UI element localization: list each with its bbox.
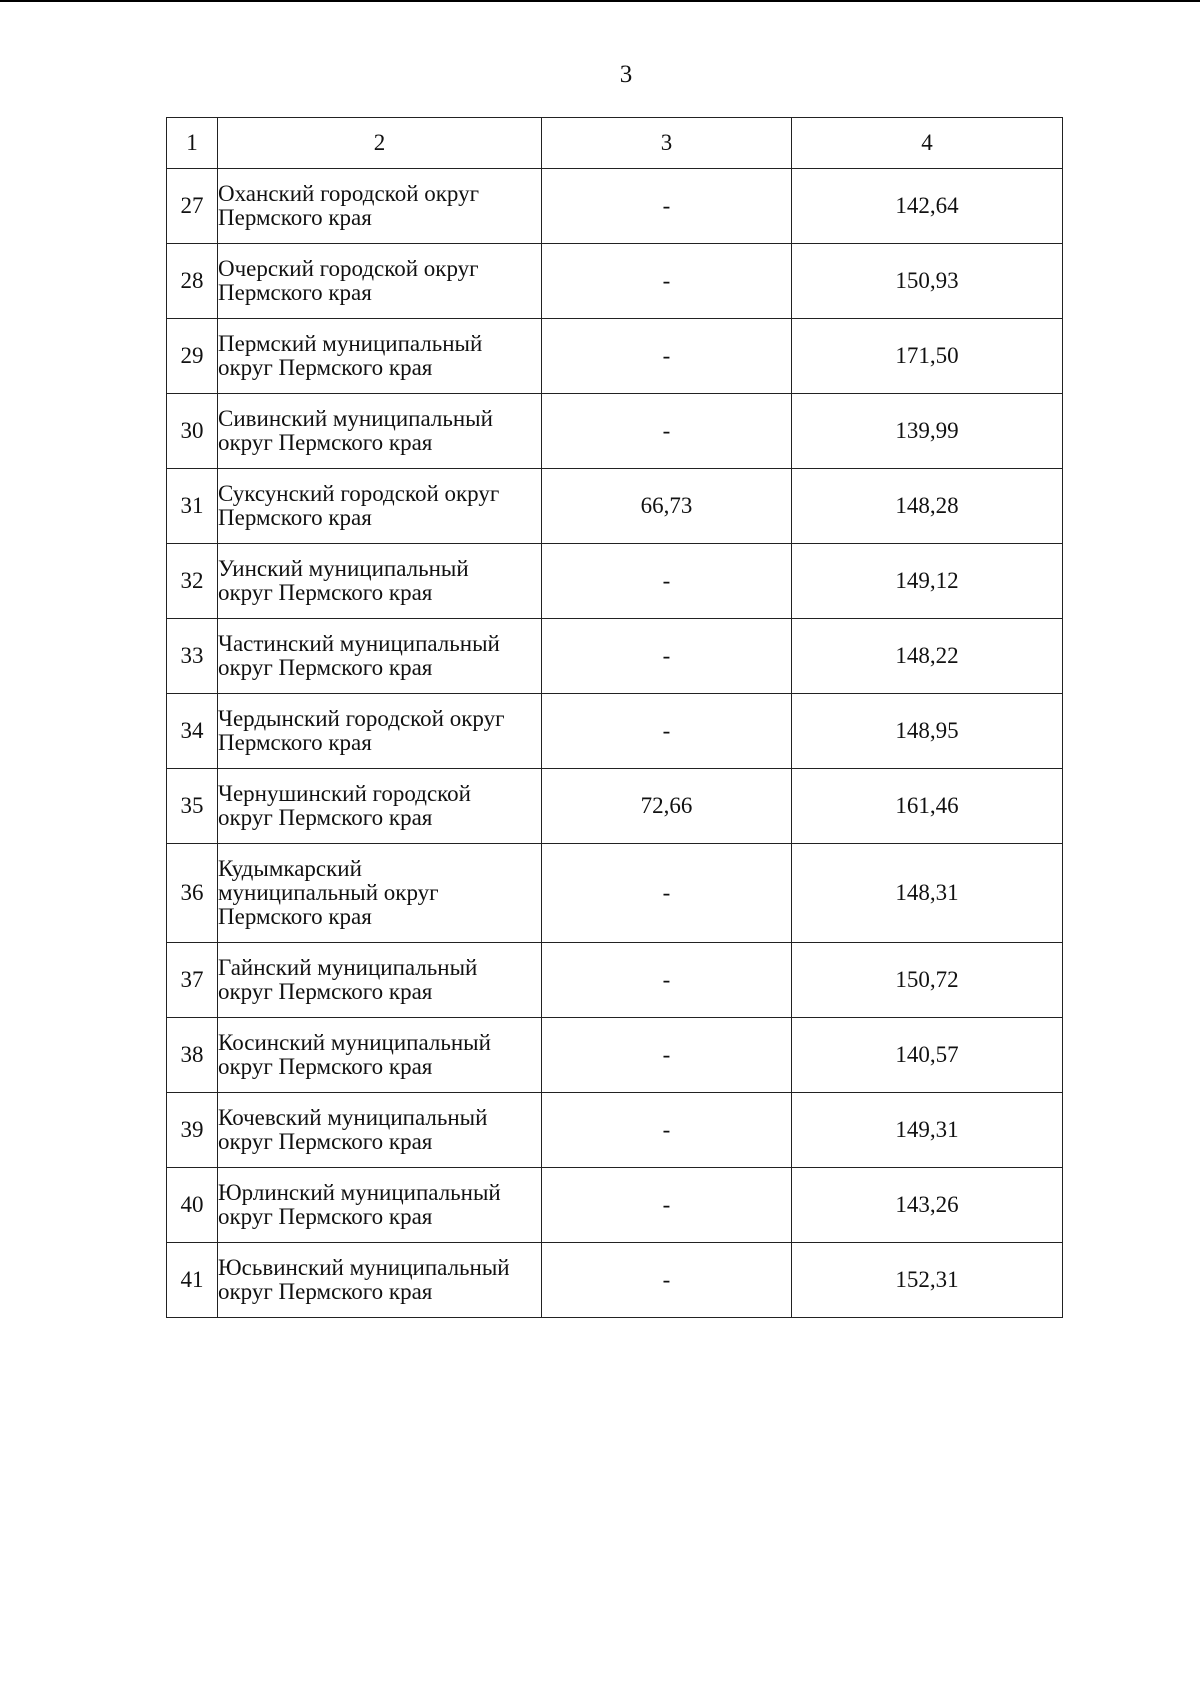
- municipality-name-line: Очерский городской округ: [218, 256, 479, 281]
- municipality-name-line: Пермского края: [218, 205, 372, 230]
- value-col4: 171,50: [792, 319, 1063, 394]
- row-number: 29: [167, 319, 218, 394]
- value-col4: 150,72: [792, 943, 1063, 1018]
- value-col4: 152,31: [792, 1243, 1063, 1318]
- municipality-name: [218, 943, 542, 1018]
- municipality-name-line: округ Пермского края: [218, 1204, 433, 1229]
- value-col4: 148,22: [792, 619, 1063, 694]
- table-row: [167, 169, 1063, 244]
- municipality-name: [218, 1243, 542, 1318]
- table-row: [167, 844, 1063, 943]
- value-col3: -: [542, 169, 792, 244]
- row-number: 39: [167, 1093, 218, 1168]
- table-row: [167, 394, 1063, 469]
- row-number: 41: [167, 1243, 218, 1318]
- municipality-name-line: Гайнский муниципальный: [218, 955, 478, 980]
- page-number: 3: [619, 61, 633, 88]
- municipality-name-line: Чернушинский городской: [218, 781, 471, 806]
- row-number: 28: [167, 244, 218, 319]
- table-row: [167, 943, 1063, 1018]
- value-col3: -: [542, 694, 792, 769]
- table-row: [167, 769, 1063, 844]
- municipality-name-line: округ Пермского края: [218, 430, 433, 455]
- municipality-name: [218, 694, 542, 769]
- row-number: 33: [167, 619, 218, 694]
- municipality-name: [218, 619, 542, 694]
- municipality-name: [218, 1168, 542, 1243]
- scan-edge: [0, 0, 1200, 2]
- table-row: [167, 544, 1063, 619]
- municipality-name-line: Пермского края: [218, 280, 372, 305]
- municipality-name-line: Косинский муниципальный: [218, 1030, 491, 1055]
- value-col3: -: [542, 244, 792, 319]
- municipality-name-line: Чердынский городской округ: [218, 706, 505, 731]
- municipality-name-line: округ Пермского края: [218, 805, 433, 830]
- value-col3: -: [542, 319, 792, 394]
- table-row: [167, 694, 1063, 769]
- municipality-name-line: Пермского края: [218, 904, 372, 929]
- value-col4: 148,31: [792, 844, 1063, 943]
- column-header-3: 3: [542, 118, 792, 169]
- value-col4: 149,31: [792, 1093, 1063, 1168]
- municipality-name-line: Кочевский муниципальный: [218, 1105, 488, 1130]
- value-col4: 139,99: [792, 394, 1063, 469]
- row-number: 27: [167, 169, 218, 244]
- municipality-name-line: Юрлинский муниципальный: [218, 1180, 501, 1205]
- value-col4: 148,95: [792, 694, 1063, 769]
- table-row: [167, 1018, 1063, 1093]
- table-row: [167, 1243, 1063, 1318]
- municipality-name: [218, 769, 542, 844]
- municipality-name-line: округ Пермского края: [218, 655, 433, 680]
- table-row: [167, 244, 1063, 319]
- municipality-name-line: округ Пермского края: [218, 1279, 433, 1304]
- row-number: 36: [167, 844, 218, 943]
- data-table: [166, 117, 1063, 1318]
- row-number: 35: [167, 769, 218, 844]
- municipality-name-line: округ Пермского края: [218, 355, 433, 380]
- municipality-name-line: Юсьвинский муниципальный: [218, 1255, 510, 1280]
- value-col3: -: [542, 1093, 792, 1168]
- value-col3: 66,73: [542, 469, 792, 544]
- row-number: 30: [167, 394, 218, 469]
- municipality-name-line: муниципальный округ: [218, 880, 439, 905]
- municipality-name: [218, 1093, 542, 1168]
- value-col3: -: [542, 544, 792, 619]
- municipality-name-line: Частинский муниципальный: [218, 631, 500, 656]
- value-col3: -: [542, 394, 792, 469]
- row-number: 40: [167, 1168, 218, 1243]
- municipality-name: [218, 544, 542, 619]
- municipality-name: [218, 1018, 542, 1093]
- value-col4: 161,46: [792, 769, 1063, 844]
- municipality-name-line: округ Пермского края: [218, 1054, 433, 1079]
- column-header-4: 4: [792, 118, 1063, 169]
- value-col4: 149,12: [792, 544, 1063, 619]
- row-number: 37: [167, 943, 218, 1018]
- value-col4: 150,93: [792, 244, 1063, 319]
- municipality-name-line: округ Пермского края: [218, 1129, 433, 1154]
- value-col3: -: [542, 943, 792, 1018]
- column-header-1: 1: [167, 118, 218, 169]
- table-row: [167, 1093, 1063, 1168]
- value-col3: -: [542, 1168, 792, 1243]
- value-col3: -: [542, 844, 792, 943]
- row-number: 38: [167, 1018, 218, 1093]
- municipality-name: [218, 394, 542, 469]
- row-number: 31: [167, 469, 218, 544]
- table-row: [167, 619, 1063, 694]
- municipality-name: [218, 169, 542, 244]
- municipality-name-line: округ Пермского края: [218, 580, 433, 605]
- value-col3: -: [542, 619, 792, 694]
- municipality-name-line: Оханский городской округ: [218, 181, 480, 206]
- row-number: 34: [167, 694, 218, 769]
- municipality-name-line: Суксунский городской округ: [218, 481, 500, 506]
- value-col3: -: [542, 1018, 792, 1093]
- municipality-name-line: Пермского края: [218, 730, 372, 755]
- municipality-name: [218, 844, 542, 943]
- column-header-2: 2: [218, 118, 542, 169]
- value-col4: 142,64: [792, 169, 1063, 244]
- municipality-name: [218, 244, 542, 319]
- table-row: [167, 1168, 1063, 1243]
- value-col3: -: [542, 1243, 792, 1318]
- row-number: 32: [167, 544, 218, 619]
- value-col4: 140,57: [792, 1018, 1063, 1093]
- table-row: [167, 469, 1063, 544]
- municipality-name: [218, 469, 542, 544]
- value-col4: 148,28: [792, 469, 1063, 544]
- municipality-name: [218, 319, 542, 394]
- municipality-name-line: Сивинский муниципальный: [218, 406, 493, 431]
- municipality-name-line: Уинский муниципальный: [218, 556, 469, 581]
- municipality-name-line: округ Пермского края: [218, 979, 433, 1004]
- table-row: [167, 319, 1063, 394]
- table-header-row: [167, 118, 1063, 169]
- value-col4: 143,26: [792, 1168, 1063, 1243]
- municipality-name-line: Пермского края: [218, 505, 372, 530]
- municipality-name-line: Пермский муниципальный: [218, 331, 483, 356]
- municipality-name-line: Кудымкарский: [218, 856, 362, 881]
- value-col3: 72,66: [542, 769, 792, 844]
